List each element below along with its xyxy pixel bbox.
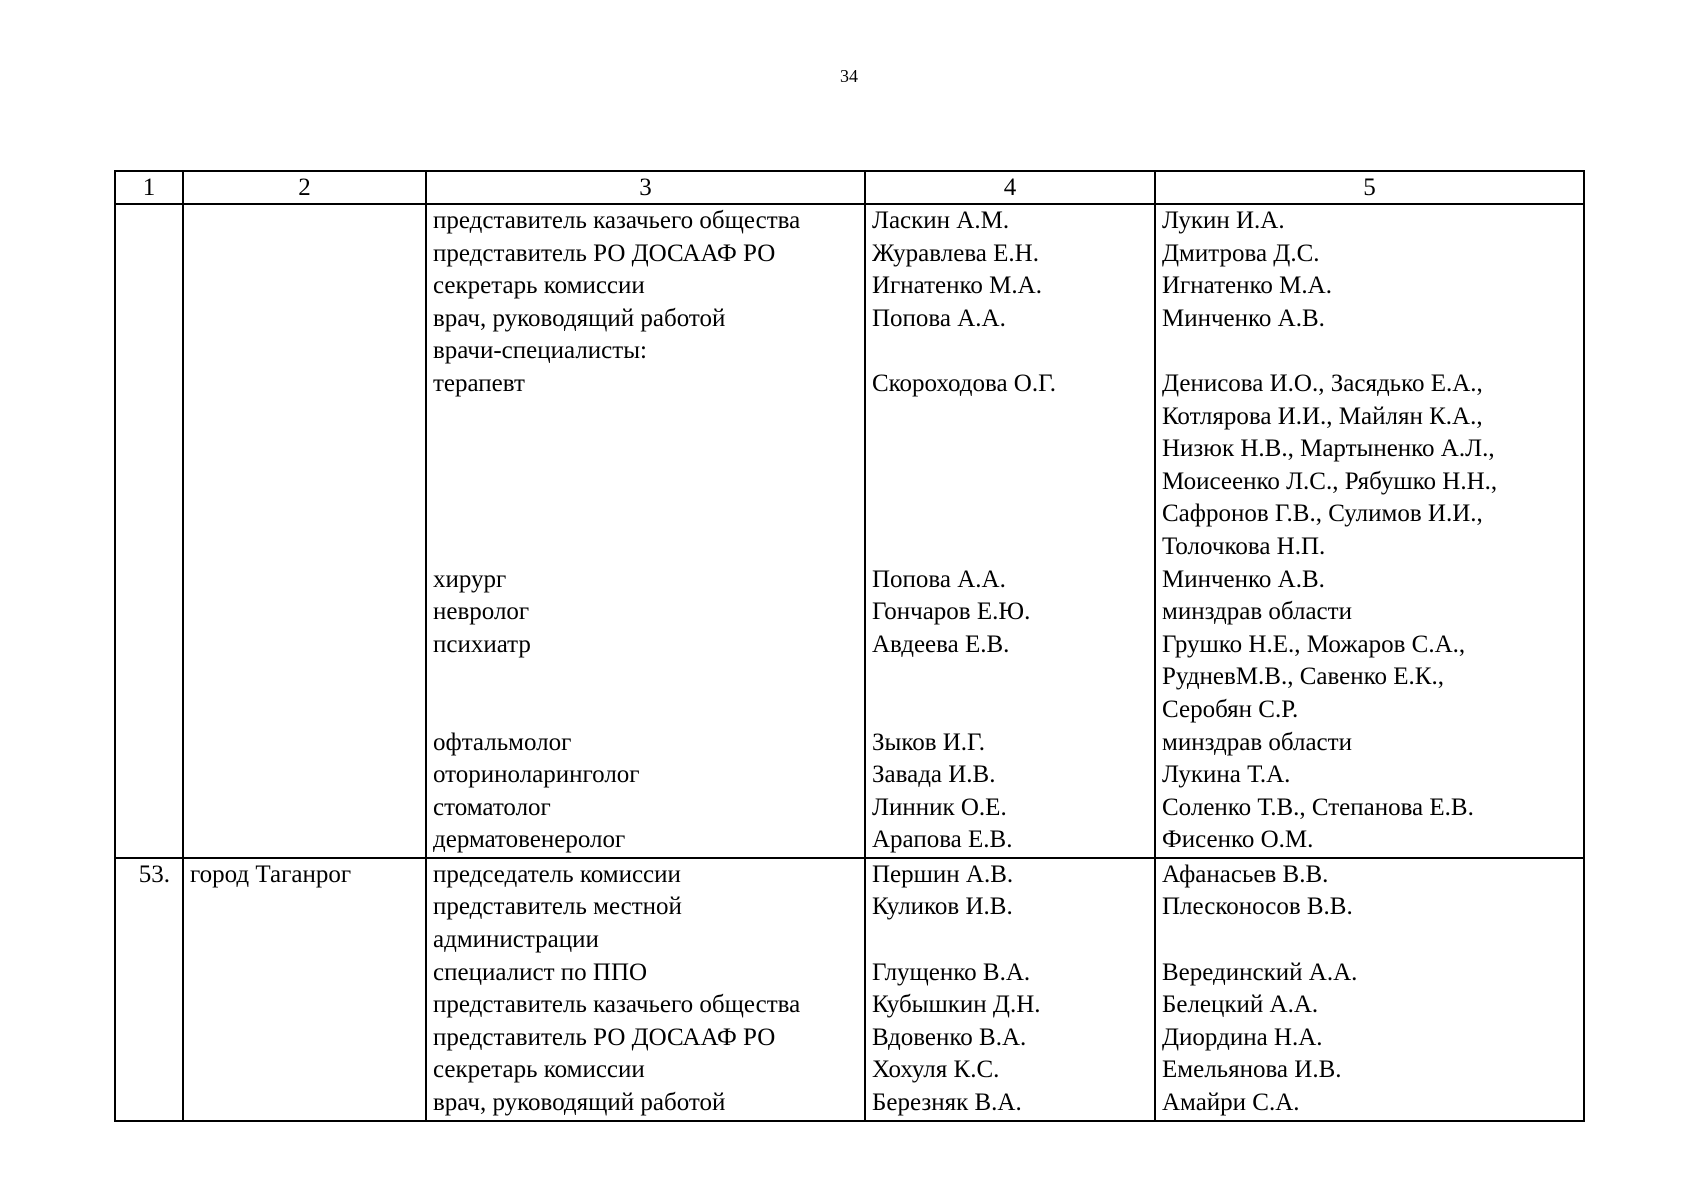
reserve-member-line: Низюк Н.В., Мартыненко А.Л.,	[1162, 435, 1495, 463]
row-number-cell	[115, 204, 183, 858]
main-member-line: Журавлева Е.Н.	[872, 239, 1039, 267]
role-line: представитель казачьего общества	[433, 991, 801, 1019]
table-group-continued	[115, 204, 1584, 858]
reserve-member-line	[1162, 335, 1579, 368]
role-line: врач, руководящий работой	[433, 1089, 726, 1117]
role-line	[433, 694, 860, 727]
role-line: хирург	[433, 565, 507, 593]
main-member-line	[872, 335, 1150, 368]
main-member-line	[872, 924, 1150, 957]
city-cell	[183, 858, 426, 1121]
main-member-line	[872, 466, 1150, 499]
role-line: представитель местной	[433, 893, 682, 921]
main-member-cell	[865, 858, 1155, 1121]
role-line: председатель комиссии	[433, 860, 681, 888]
main-member-line: Зыков И.Г.	[872, 728, 985, 756]
main-member-line	[872, 694, 1150, 727]
reserve-member-line: Сафронов Г.В., Сулимов И.И.,	[1162, 500, 1483, 528]
reserve-member-line: Минченко А.В.	[1162, 565, 1325, 593]
role-line: невролог	[433, 598, 530, 626]
reserve-member-line: Дмитрова Д.С.	[1162, 239, 1320, 267]
role-line: специалист по ППО	[433, 958, 648, 986]
role-line: терапевт	[433, 369, 525, 397]
reserve-member-line	[1162, 924, 1579, 957]
role-line: офтальмолог	[433, 728, 572, 756]
row-number-cell	[115, 858, 183, 1121]
role-line: стоматолог	[433, 793, 551, 821]
role-line: представитель РО ДОСААФ РО	[433, 239, 776, 267]
role-cell	[426, 204, 865, 858]
main-member-line	[872, 498, 1150, 531]
role-line	[433, 401, 860, 434]
main-member-line: Кубышкин Д.Н.	[872, 991, 1041, 1019]
reserve-member-line: Афанасьев В.В.	[1162, 860, 1329, 888]
main-member-line: Линник О.Е.	[872, 793, 1007, 821]
main-member-line: Попова А.А.	[872, 565, 1006, 593]
reserve-member-line: Котлярова И.И., Майлян К.А.,	[1162, 402, 1483, 430]
reserve-member-line: Лукин И.А.	[1162, 207, 1285, 234]
city-name	[190, 205, 421, 238]
header-col-1: 1	[115, 171, 183, 204]
main-member-line	[872, 401, 1150, 434]
header-col-3: 3	[426, 171, 865, 204]
header-col-2: 2	[183, 171, 426, 204]
reserve-member-cell	[1155, 858, 1584, 1121]
main-member-cell	[865, 204, 1155, 858]
reserve-member-line: Белецкий А.А.	[1162, 991, 1319, 1019]
role-line	[433, 661, 860, 694]
role-line: секретарь комиссии	[433, 272, 645, 300]
main-member-line: Авдеева Е.В.	[872, 630, 1010, 658]
main-member-line: Скороходова О.Г.	[872, 369, 1056, 397]
role-line	[433, 531, 860, 564]
reserve-member-line: Серобян С.Р.	[1162, 695, 1299, 723]
reserve-member-line: Моисеенко Л.С., Рябушко Н.Н.,	[1162, 467, 1498, 495]
main-member-line	[872, 531, 1150, 564]
table-header-row	[115, 171, 1584, 204]
reserve-member-line: Игнатенко М.А.	[1162, 272, 1332, 300]
row-number: 53.	[138, 860, 170, 888]
main-member-line: Березняк В.А.	[872, 1089, 1022, 1117]
reserve-member-line: Верединский А.А.	[1162, 958, 1358, 986]
reserve-member-line: Толочкова Н.П.	[1162, 532, 1326, 560]
reserve-member-line: РудневМ.В., Савенко Е.К.,	[1162, 663, 1444, 691]
reserve-member-line: Минченко А.В.	[1162, 304, 1325, 332]
main-member-line: Хохуля К.С.	[872, 1056, 1000, 1084]
page-number: 34	[840, 66, 858, 86]
reserve-member-line: Диордина Н.А.	[1162, 1023, 1323, 1051]
main-member-line: Гончаров Е.Ю.	[872, 598, 1031, 626]
role-line	[433, 433, 860, 466]
main-member-line: Завада И.В.	[872, 761, 996, 789]
main-member-line: Игнатенко М.А.	[872, 272, 1042, 300]
reserve-member-line: Лукина Т.А.	[1162, 761, 1291, 789]
main-member-line: Куликов И.В.	[872, 893, 1013, 921]
main-member-line: Арапова Е.В.	[872, 826, 1013, 854]
reserve-member-line: Фисенко О.М.	[1162, 826, 1314, 854]
role-line: администрации	[433, 926, 599, 954]
reserve-member-line: Грушко Н.Е., Можаров С.А.,	[1162, 630, 1466, 658]
main-member-line: Вдовенко В.А.	[872, 1023, 1027, 1051]
role-line: врачи-специалисты:	[433, 337, 647, 365]
role-cell	[426, 858, 865, 1121]
reserve-member-line: Соленко Т.В., Степанова Е.В.	[1162, 793, 1474, 821]
reserve-member-line: минздрав области	[1162, 598, 1352, 626]
role-line: врач, руководящий работой	[433, 304, 726, 332]
reserve-member-line: Денисова И.О., Засядько Е.А.,	[1162, 369, 1483, 397]
role-line: секретарь комиссии	[433, 1056, 645, 1084]
header-col-4: 4	[865, 171, 1155, 204]
role-line: психиатр	[433, 630, 531, 658]
table-group-taganrog	[115, 858, 1584, 1121]
role-line	[433, 466, 860, 499]
header-col-5: 5	[1155, 171, 1584, 204]
main-member-line	[872, 661, 1150, 694]
city-name: город Таганрог	[190, 860, 352, 888]
row-number	[118, 205, 170, 238]
city-cell	[183, 204, 426, 858]
reserve-member-line: Амайри С.А.	[1162, 1089, 1300, 1117]
commission-table	[114, 170, 1585, 1122]
reserve-member-line: Плесконосов В.В.	[1162, 893, 1353, 921]
role-line	[433, 498, 860, 531]
reserve-member-cell	[1155, 204, 1584, 858]
main-member-line: Глущенко В.А.	[872, 958, 1031, 986]
main-member-line: Попова А.А.	[872, 304, 1006, 332]
role-line: оториноларинголог	[433, 761, 640, 789]
role-line: представитель РО ДОСААФ РО	[433, 1023, 776, 1051]
role-line: дерматовенеролог	[433, 826, 626, 854]
reserve-member-line: Емельянова И.В.	[1162, 1056, 1342, 1084]
main-member-line: Ласкин А.М.	[872, 207, 1010, 234]
main-member-line: Першин А.В.	[872, 860, 1014, 888]
role-line: представитель казачьего общества	[433, 207, 801, 234]
reserve-member-line: минздрав области	[1162, 728, 1352, 756]
main-member-line	[872, 433, 1150, 466]
